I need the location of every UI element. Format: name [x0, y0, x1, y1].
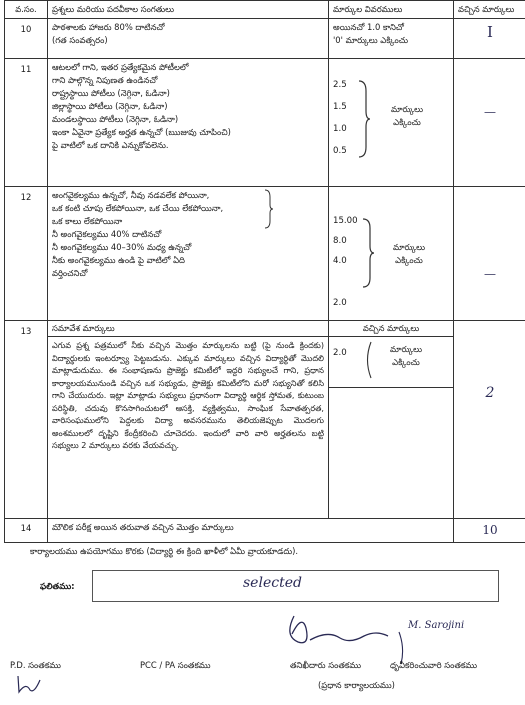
- handwritten-mark: 2: [485, 385, 495, 402]
- row-mark-cell: [454, 187, 525, 321]
- row-line: (గత సంవత్సరం): [52, 35, 108, 46]
- dept-signature-label: ధృవీకరించువారి సంతకము: [390, 660, 478, 670]
- marks-instruction: [381, 343, 431, 370]
- header-serial: వ.సం.: [5, 1, 48, 19]
- curly-brace-icon: [357, 79, 371, 159]
- row-line: మండలస్థాయి పోటీలు (నెగ్గినా, ఓడినా): [52, 114, 179, 125]
- result-value: selected: [243, 575, 302, 591]
- row-description: [48, 321, 329, 519]
- row-line: పై వాటిలో ఒక దానికి ఎన్నుకోవలెను.: [52, 140, 169, 151]
- details-line: అయినచో 1.0 కానిచో: [333, 22, 404, 33]
- row-number: 11: [5, 59, 48, 187]
- row-number: 12: [5, 187, 48, 321]
- value-option: 1.5: [333, 102, 347, 113]
- marks-instruction: [379, 241, 439, 268]
- table-row-11: [5, 59, 525, 187]
- value-option: 2.5: [333, 80, 347, 91]
- row-description: [48, 59, 329, 187]
- row-line: జిల్లాస్థాయి పోటీలు (నెగ్గినా, ఓడినా): [52, 101, 168, 112]
- pcc-signature-label: PCC / PA సంతకము: [140, 660, 211, 670]
- marks-text-line: ఎక్కించు: [395, 255, 423, 266]
- row-line: మౌలిక పరీక్ష అయిన తరువాత వచ్చిన మొత్తం మార్కులు: [52, 522, 234, 533]
- row-title: సమావేశ మార్కులు: [48, 321, 328, 337]
- right-brace-icon: [264, 189, 274, 229]
- table-row-14: [5, 519, 525, 543]
- marks-text-line: ఎక్కించు: [392, 357, 420, 368]
- curly-brace-icon: [361, 217, 375, 289]
- handwritten-mark: —: [484, 267, 496, 282]
- details-sub-header: వచ్చిన మార్కులు: [329, 321, 453, 337]
- row-line: నీ అంగవైకల్యము 40% దాటినచో: [52, 229, 162, 240]
- row-line: ఆటలలో గాని, ఇతర ప్రత్యేకమైన పోటీలలో: [52, 62, 189, 73]
- row-line: ఒక కంటి చూపు లేకపోయినా, ఒక చేయి లేకపోయినా,: [52, 203, 224, 214]
- row-mark-cell: [454, 19, 525, 59]
- row-description: [48, 187, 329, 321]
- marks-text-line: మార్కులు: [390, 104, 424, 115]
- pd-signature-drawing: [14, 672, 44, 696]
- handwritten-mark: 10: [482, 523, 498, 538]
- handwritten-mark: —: [484, 105, 496, 120]
- row-number: 13: [5, 321, 48, 519]
- handwritten-mark: I: [487, 23, 493, 42]
- row-line: నీ అంగవైకల్యము 40–30% మధ్య ఉన్నచో: [52, 242, 192, 253]
- marks-text-line: మార్కులు: [389, 344, 423, 355]
- row-line: ఒక కాలు లేకపోయినా: [52, 216, 123, 227]
- marks-table: [4, 0, 525, 543]
- table-row-10: [5, 19, 525, 59]
- parenthesis-icon: [363, 341, 373, 379]
- header-marks: వచ్చిన మార్కులు: [454, 1, 525, 19]
- row-mark-cell: [454, 321, 525, 519]
- details-line: '0' మార్కులు ఎక్కించు: [333, 35, 408, 46]
- office-use-note: కార్యాలయము ఉపయోగము కొరకు (విద్యార్థి ఈ క్రింది ఖాళీలో ఏమీ వ్రాయకూడదు).: [30, 546, 299, 556]
- row-line: అంగవైకల్యము ఉన్నచో, నీవు నడవలేక పోయినా,: [52, 190, 210, 201]
- row-mark-cell: [454, 59, 525, 187]
- value-option: 0.5: [333, 146, 347, 157]
- pd-signature-label: P.D. సంతకము: [10, 660, 61, 670]
- value-option: 8.0: [333, 236, 347, 247]
- row-description: [48, 19, 329, 59]
- header-question: ప్రశ్నలు మరియు పదవీకాల సంగతులు: [48, 1, 329, 19]
- value-option: 15.00: [333, 216, 358, 227]
- table-row-13: [5, 321, 525, 519]
- row-line: ఇంకా ఏవైనా ప్రత్యేక అర్హత ఉన్నచో (ఋజువు చూపించి): [52, 127, 231, 138]
- row-mark-cell: [454, 519, 525, 543]
- header-details: మార్కుల వివరములు: [329, 1, 454, 19]
- row-paragraph: ఎగువ ప్రశ్న పత్రములో నీకు వచ్చిన మొత్తం మార్కులను బట్టి (పై నుండి క్రిందకు) విద్యార్థులకు ఇంటర్వ్యూ పెట్టబడును. ఎక్కువ మార్కులు వచ్చిన విద్యార్థితో మొదలి మాట్లాడుదుము. ఈ సంభాషణను ప్రొజెక్టు కమిటీలో ఇద్దరి సభ్యులచే గాని, ప్రధాన కార్యాలయమునుండి వచ్చిన ఒక సభ్యుడు, ప్రొజెక్టు కమిటీలోని మరో సభ్యునితో కలిసి గాని చేయుదురు. ఇట్లా మాట్లాడు సభ్యులు ప్రధానంగా విద్యార్థి ఆర్థిక స్తోమత, కుటుంబ పరిస్థితి, చదువు కొనసాగించుటలో ఆసక్తి, వ్యక్తిత్వము, సాంఘిక సేవాతత్పరత, వారిసంఘములోని పెద్దలకు విద్యా అవసరమును తెలియజెప్పుట మొదలగు అంశములలో దృష్టిని కేంద్రీకరించి చూచెదరు. ఇందులో వారి వారి అర్హతలను బట్టి సభ్యులు 2 మార్కులు వరకు వేయవచ్చు.: [52, 340, 324, 451]
- inspector-signature-drawing: [280, 606, 410, 656]
- table-row-12: [5, 187, 525, 321]
- marks-text-line: మార్కులు: [392, 242, 426, 253]
- value-option: 1.0: [333, 124, 347, 135]
- row-description: [48, 519, 454, 543]
- row-number: 14: [5, 519, 48, 543]
- row-details: [329, 59, 454, 187]
- marks-text-line: ఎక్కించు: [393, 117, 421, 128]
- row-details: [329, 321, 454, 519]
- marks-instruction: [377, 103, 437, 130]
- row-line: గాని పాల్గొన్న నిపుణత ఉండినచో: [52, 75, 158, 86]
- value-option: 2.0: [333, 298, 347, 309]
- result-field[interactable]: [92, 570, 499, 602]
- value-option: 4.0: [333, 256, 347, 267]
- row-line: నీకు అంగవైకల్యము ఉండి పై వాటిలో ఏది: [52, 255, 185, 266]
- dept-signature-name: M. Sarojini: [408, 620, 465, 631]
- row-line: పాఠశాలకు హాజరు 80% దాటినచో: [52, 22, 165, 33]
- row-line: వర్తించనిచో: [52, 268, 88, 279]
- row-number: 10: [5, 19, 48, 59]
- row-line: రాష్ట్రస్థాయి పోటీలు (నెగ్గినా, ఓడినా): [52, 88, 170, 99]
- head-office-label: (ప్రధాన కార్యాలయము): [318, 680, 395, 690]
- value-option: 2.0: [333, 348, 347, 359]
- table-header-row: [5, 1, 525, 19]
- inspector-signature-label: తనిఖీదారు సంతకము: [290, 660, 361, 670]
- row-details: [329, 187, 454, 321]
- row-details: [329, 19, 454, 59]
- result-label: ఫలితము:: [40, 582, 75, 592]
